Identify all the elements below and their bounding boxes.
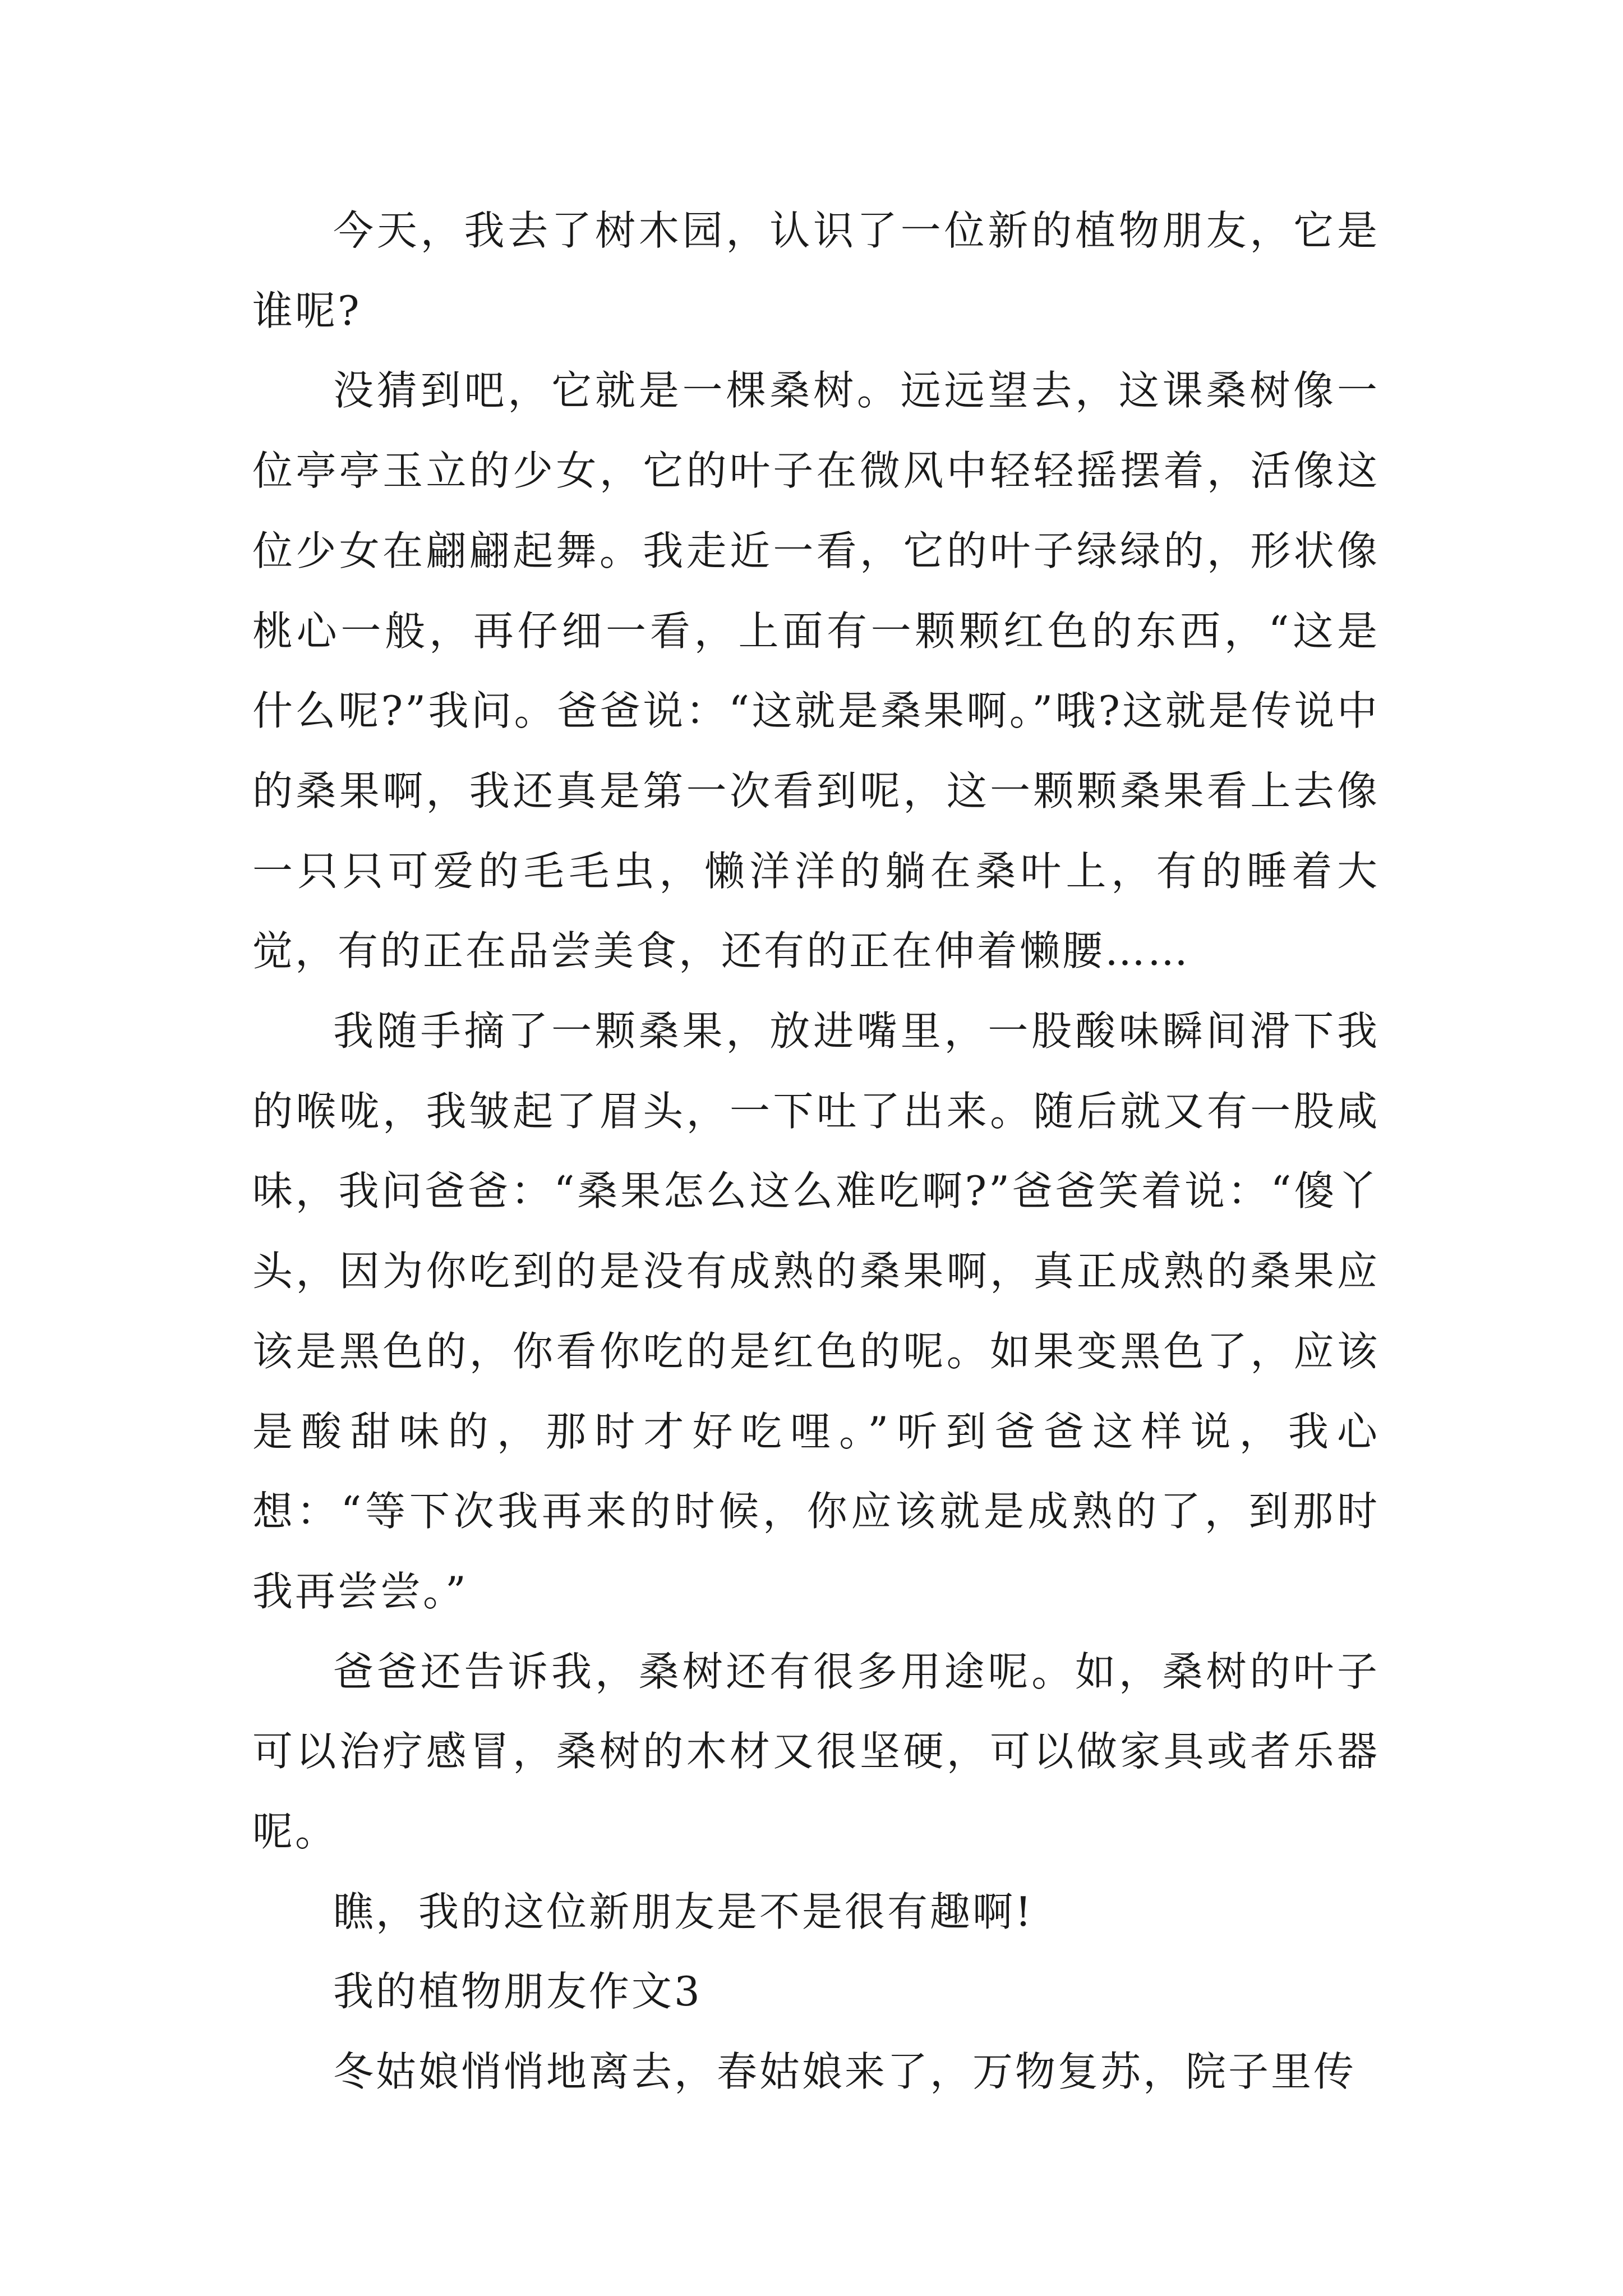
- section-heading: 我的植物朋友作文3: [333, 1968, 702, 2016]
- paragraph-tasting-mulberry: 我随手摘了一颗桑果，放进嘴里，一股酸味瞬间滑下我的喉咙，我皱起了眉头，一下吐了出来。随后就又有一股咸味，我问爸爸：“桑果怎么这么难吃啊?”爸爸笑着说：“傻丫头，因为你吃到的是没有成熟的桑果啊，真正成熟的桑果应该是黑色的，你看你吃的是红色的呢。如果变黑色了，应该是酸甜味的，那时才好吃哩。”听到爸爸这样说，我心想：“等下次我再来的时候，你应该就是成熟的了，到那时我再尝尝。”: [252, 1007, 1380, 1615]
- paragraph-uses: 爸爸还告诉我，桑树还有很多用途呢。如，桑树的叶子可以治疗感冒，桑树的木材又很坚硬，可以做家具或者乐器呢。: [252, 1648, 1380, 1856]
- paragraph-mulberry-tree: 没猜到吧，它就是一棵桑树。远远望去，这课桑树像一位亭亭玉立的少女，它的叶子在微风中轻轻摇摆着，活像这位少女在翩翩起舞。我走近一看，它的叶子绿绿的，形状像桃心一般，再仔细一看，上面有一颗颗红色的东西，“这是什么呢?”我问。爸爸说：“这就是桑果啊。”哦?这就是传说中的桑果啊，我还真是第一次看到呢，这一颗颗桑果看上去像一只只可爱的毛毛虫，懒洋洋的躺在桑叶上，有的睡着大觉，有的正在品尝美食，还有的正在伸着懒腰……: [252, 367, 1380, 975]
- paragraph-spring: 冬姑娘悄悄地离去，春姑娘来了，万物复苏，院子里传: [333, 2048, 1357, 2096]
- essay-body: [252, 191, 1380, 2112]
- paragraph-conclusion: 瞧，我的这位新朋友是不是很有趣啊!: [333, 1888, 1034, 1935]
- paragraph-intro: 今天，我去了树木园，认识了一位新的植物朋友，它是谁呢?: [252, 207, 1380, 334]
